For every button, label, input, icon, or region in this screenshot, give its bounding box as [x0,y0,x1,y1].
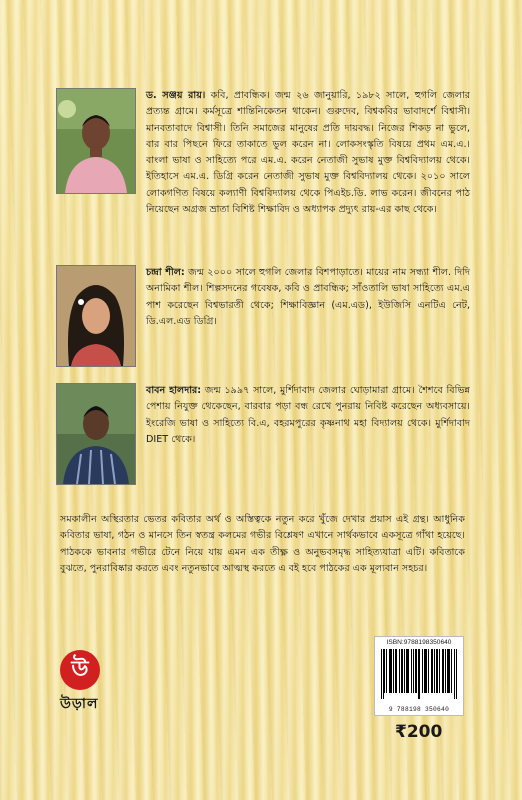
author-bio-3 [56,383,470,483]
book-summary: সমকালীন অস্থিরতার ভেতর কবিতার অর্থ ও অস্তিত্বকে নতুন করে খুঁজে দেখার প্রয়াস এই গ্রন্থ। আধুনিক কবিতার ভাষা, গঠন ও মানসে তিন স্বতন্ত্র কলমের গভীর বিশ্লেষণ এখানে সার্থকভাবে একসূত্রে গাঁথা হয়েছে। পাঠককে ভাবনার গভীরে টেনে নিয়ে যায় এমন এক তীক্ষ্ণ ও অনুভবসমৃদ্ধ সাহিত্যযাত্রা এটি। কবিতাকে বুঝতে, পুনরাবিষ্কার করতে এবং নতুনভাবে আত্মস্থ করতে এ বই হবে পাঠকের এক মূল্যবান সহচর। [60,514,465,574]
author-name-2: চন্দ্রা শীল: [146,267,185,278]
author-bio-2-body: জন্ম ২০০০ সালে হুগলি জেলার বিশপাড়াতে। মায়ের নাম সন্ধ্যা শীল. দিদি অনামিকা শীল। শিল্পসদনের গবেষক, কবি ও প্রাবন্ধিক; সাঁওতালি ভাষা সাহিত্যে এম.এ পাশ করেছেন বিশ্বভারতী থেকে; শিক্ষাবিজ্ঞান (এম.এড), ইউজিসি এনটিএ নেট, ডি.এল.এড ডিগ্রি। [146,267,471,327]
publisher-logo-icon: উ [60,650,100,690]
isbn-barcode [374,636,464,716]
author-name-3: বাবন হালদার: [146,385,202,396]
author-bio-2 [56,265,471,365]
author-photo-2 [56,265,136,367]
publisher-name: উড়াল [60,696,99,712]
author-bio-1 [56,88,470,264]
author-bio-1-text [146,88,470,218]
author-bio-2-text [146,265,470,330]
isbn-label: ISBN:9788198350640 [386,639,452,646]
barcode-bars [381,649,457,699]
author-photo-1 [56,88,136,194]
author-photo-3 [56,383,136,485]
publisher-logo [60,650,110,716]
author-bio-1-body: কবি, প্রাবন্ধিক। জন্ম ২৬ জানুয়ারি, ১৯৮২ সালে, হুগলি জেলার প্রত্যন্ত গ্রামে। কর্মসূত্রে শান্তিনিকেতন থাকেন। গুরুদেব, বিশ্বকবির ভাবাদর্শে বিশ্বাসী। মানবতাবাদে বিশ্বাসী। তিনি সমাজের মানুষের প্রতি দায়বদ্ধ। নিজের শিকড় না ভুলে, বার বার পিছনে ফিরে তাকাতে ভুল করেন না। লোকসংস্কৃতি বিষয়ে প্রথম এম.এ.। বাংলা ভাষা ও সাহিত্যে পরে এম.এ. করেন নেতাজী সুভাষ মুক্ত বিশ্ববিদ্যালয় থেকে। ইতিহাসে এম.এ. ডিগ্রি করেন নেতাজী সুভাষ মুক্ত বিশ্ববিদ্যালয় থেকে। ২০১০ সালে লোকগণিত বিষয়ে কল্যাণী বিশ্ববিদ্যালয় থেকে পিএইচ.ডি. লাভ করেন। জীবনের পাঠ নিয়েছেন অগ্রজ ভ্রাতা বিশিষ্ট শিক্ষাবিদ ও অধ্যাপক প্রদ্যুৎ রায়-এর কাছ থেকে। [146,90,470,216]
barcode-digits: 9 788198 350640 [388,706,450,713]
price-label: ₹200 [395,722,443,742]
author-name-1: ড. সঞ্জয় রায়। [146,90,206,101]
author-bio-3-text [146,383,470,448]
author-bio-3-body: জন্ম ১৯৯৭ সালে, মুর্শিদাবাদ জেলার ঘোড়ামারা গ্রামে। শৈশবে বিভিন্ন পেশায় নিযুক্ত থেকেছেন, বারবার পড়া বন্ধ রেখে পুনরায় নিবিষ্ট করেছেন অধ্যবসায়ে। ইংরেজি ভাষা ও সাহিত্যে বি.এ, বহরমপুরের কৃষ্ণনাথ মহা বিদ্যালয় থেকে। মুর্শিদাবাদ DIET থেকে। [146,385,470,445]
